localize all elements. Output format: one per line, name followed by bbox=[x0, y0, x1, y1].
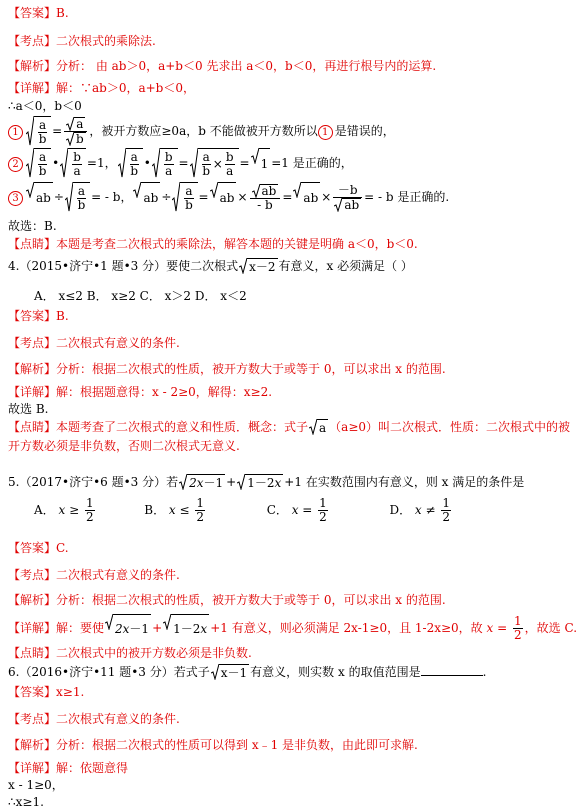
answer-blank bbox=[421, 675, 483, 676]
q4-detail: 【详解】解：根据题意得：x - 2≥0，解得：x≥2. bbox=[8, 385, 273, 399]
q4-analysis: 【解析】分析：根据二次根式的性质，被开方数大于或等于 0，可以求出 x 的范围. bbox=[8, 362, 446, 376]
q3-comment: 【点睛】本题是考查二次根式的乘除法，解答本题的关键是明确 a＜0，b＜0. bbox=[8, 237, 418, 251]
q3-answer: 【答案】B. bbox=[8, 6, 69, 20]
q6-analysis: 【解析】分析：根据二次根式的性质可以得到 x﹣1 是非负数，由此即可求解. bbox=[8, 738, 418, 752]
q4-comment-1: 【点睛】本题考查了二次根式的意义和性质．概念：式子 a （a≥0）叫二次根式．性质：二次根式中的被 bbox=[8, 420, 571, 435]
circled-1-icon: 1 bbox=[8, 125, 23, 140]
q6-detail: 【详解】解：依题意得 bbox=[8, 761, 129, 775]
q6-stem: 6.（2016•济宁•11 题•3 分）若式子 x－1 有意义，则实数 x 的取值范围是 . bbox=[8, 665, 487, 680]
q6-step-1: x - 1≥0， bbox=[8, 778, 64, 792]
q3-analysis: 【解析】分析： 由 ab＞0，a+b＜0 先求出 a＜0，b＜0，再进行根号内的运算. bbox=[8, 59, 437, 73]
q5-options: A． x ≥ $\frac{1}{2}$ B． x ≤ $\frac{1}{2}$ C． x = $\frac{1}{2}$ D． x ≠ $\frac{1}{2}$ bbox=[34, 496, 451, 524]
q4-comment-2: 开方数必须是非负数，否则二次根式无意义. bbox=[8, 439, 240, 453]
q6-point: 【考点】二次根式有意义的条件. bbox=[8, 712, 180, 726]
circled-3-icon: 3 bbox=[8, 191, 23, 206]
q4-options: A． x≤2 B． x≥2 C． x＞2 D． x＜2 bbox=[34, 289, 247, 303]
circled-2-icon: 2 bbox=[8, 157, 23, 172]
q3-item-3: 3 ab ÷ $\frac{a}{b}$ = - b， ab ÷ $\frac{a}{b}$ = ab × $\frac{ab}{- b}$ = ab × $\frac{-b}{ab}$ = - b 是正确的. bbox=[8, 182, 449, 213]
q5-stem: 5.（2017•济宁•6 题•3 分）若 2x－1 + 1－2x +1 在实数范围内有意义，则 x 满足的条件是 bbox=[8, 475, 525, 490]
q5-comment: 【点睛】二次根式中的被开方数必须是非负数. bbox=[8, 646, 252, 660]
q4-point: 【考点】二次根式有意义的条件. bbox=[8, 336, 180, 350]
q5-point: 【考点】二次根式有意义的条件. bbox=[8, 568, 180, 582]
q4-choose: 故选 B. bbox=[8, 402, 49, 416]
q3-choose: 故选：B. bbox=[8, 219, 57, 233]
q3-detail: 【详解】解：∵ab＞0，a+b＜0， bbox=[8, 81, 195, 95]
q3-item-1: 1 $\frac{a}{b}$ = $\frac{a}{b}$ ，被开方数应≥0a，b 不能做被开方数所以 1 是错误的， bbox=[8, 116, 395, 147]
q6-answer: 【答案】x≥1. bbox=[8, 685, 85, 699]
q5-analysis: 【解析】分析：根据二次根式的性质，被开方数大于或等于 0，可以求出 x 的范围. bbox=[8, 593, 446, 607]
q5-detail: 【详解】解：要使 2x－1 + 1－2x +1 有意义，则必须满足 2x-1≥0，且 1-2x≥0，故 x = $\frac{1}{2}$ ，故选 C. bbox=[8, 614, 578, 642]
q3-therefore: ∴a＜0，b＜0 bbox=[8, 99, 82, 113]
q6-step-2: ∴x≥1. bbox=[8, 795, 44, 809]
q4-stem: 4.（2015•济宁•1 题•3 分）要使二次根式 x－2 有意义，x 必须满足（ ） bbox=[8, 259, 413, 274]
q3-item-2: 2 $\frac{a}{b}$ • $\frac{b}{a}$ =1， $\frac{a}{b}$ • $\frac{b}{a}$ = $\frac{a}{b}$ × $\frac{b}{a}$ = 1 =1 是正确的， bbox=[8, 148, 353, 179]
q3-point: 【考点】二次根式的乘除法. bbox=[8, 34, 156, 48]
q5-answer: 【答案】C. bbox=[8, 541, 69, 555]
q4-answer: 【答案】B. bbox=[8, 309, 69, 323]
